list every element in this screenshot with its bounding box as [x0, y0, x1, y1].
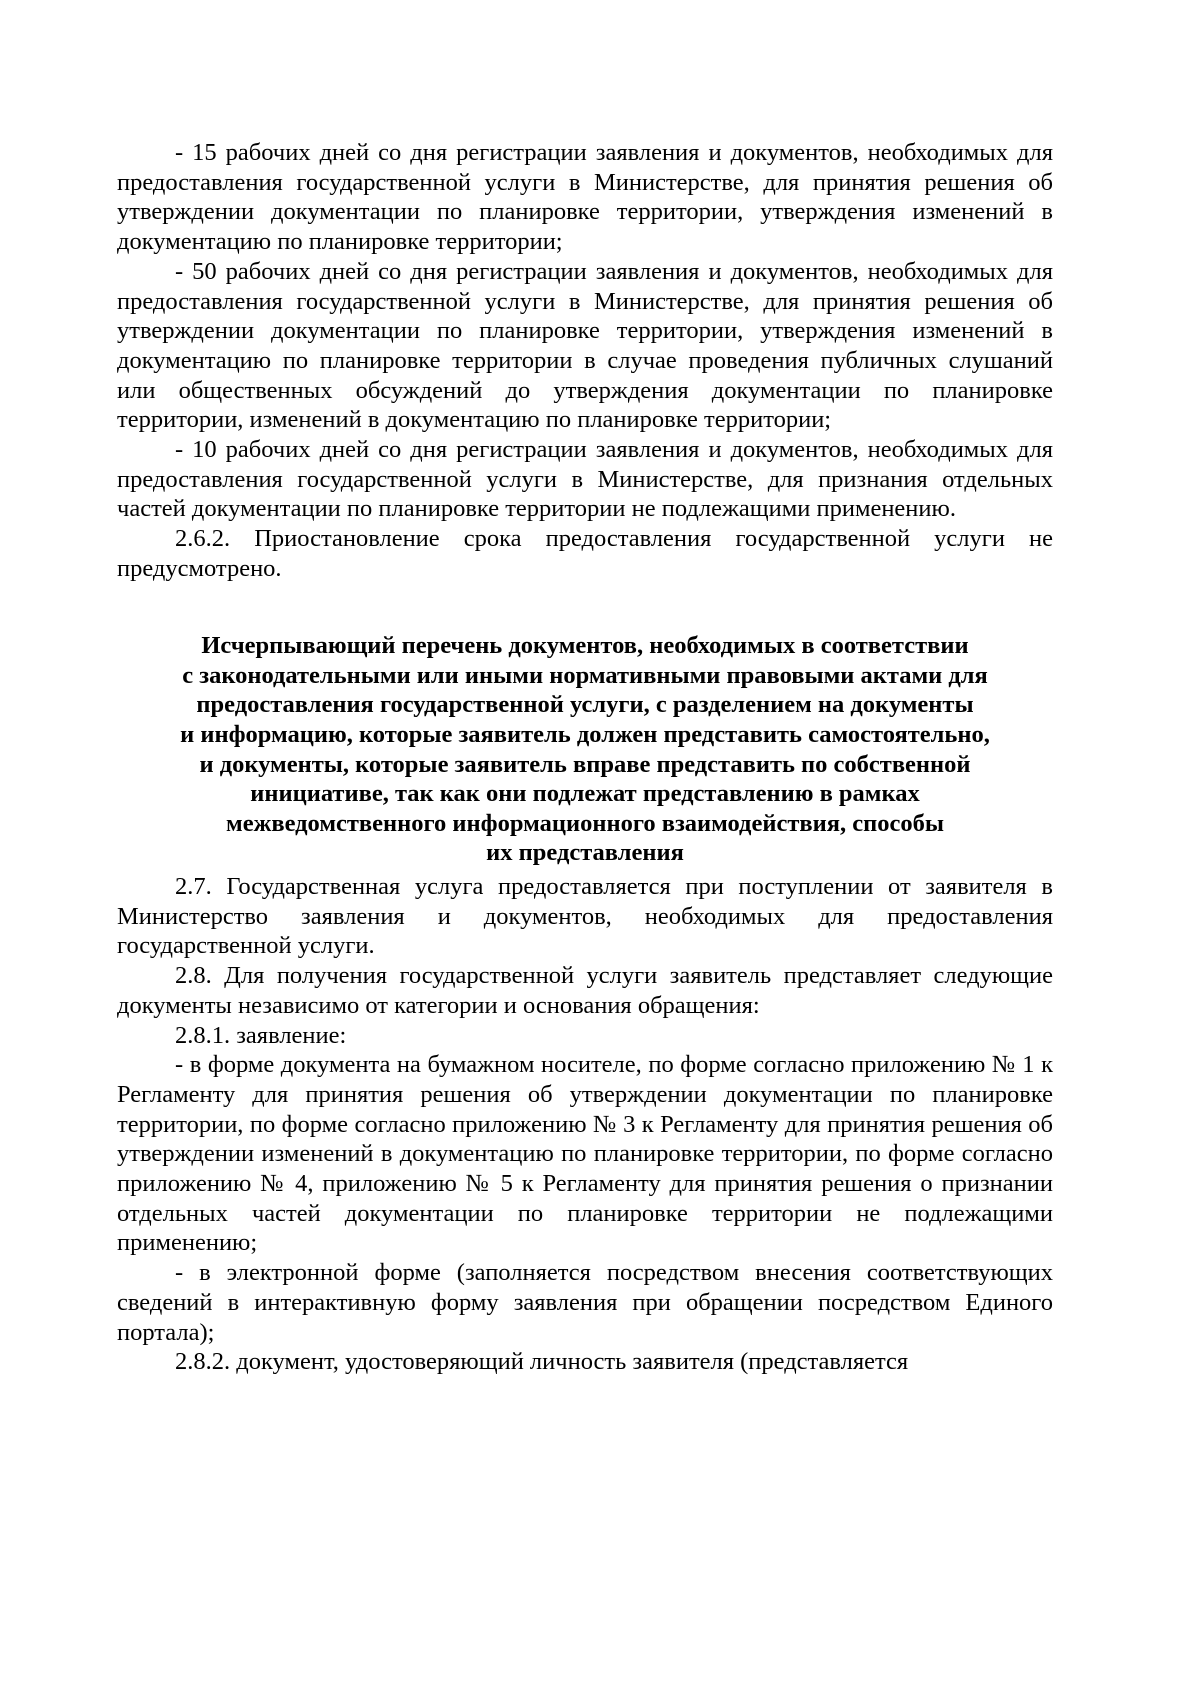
paragraph-2-6-2: 2.6.2. Приостановление срока предоставления государственной услуги не предусмотрено. — [117, 525, 1053, 582]
document-page — [117, 138, 1053, 1377]
heading-line: их представления — [486, 839, 684, 867]
paragraph-term-10-days: - 10 рабочих дней со дня регистрации заявления и документов, необходимых для предоставления государственной услуги в Министерстве, для признания отдельных частей документации по планировке территории не подлежащими применению. — [117, 436, 1053, 523]
heading-line: и информацию, которые заявитель должен представить самостоятельно, — [180, 721, 990, 749]
heading-line: Исчерпывающий перечень документов, необходимых в соответствии — [201, 632, 969, 660]
paragraph-2-8-2: 2.8.2. документ, удостоверяющий личность заявителя (представляется — [175, 1348, 909, 1376]
paragraph-term-15-days: - 15 рабочих дней со дня регистрации заявления и документов, необходимых для предоставления государственной услуги в Министерстве, для принятия решения об утверждении документации по планировке территории, утверждения изменений в документацию по планировке территории; — [117, 139, 1053, 256]
paragraph-2-8: 2.8. Для получения государственной услуги заявитель представляет следующие документы независимо от категории и основания обращения: — [117, 962, 1053, 1019]
section-gap — [117, 584, 1053, 614]
heading-line: межведомственного информационного взаимодействия, способы — [226, 809, 944, 837]
heading-line: с законодательными или иными нормативными правовыми актами для — [182, 661, 988, 689]
paragraph-2-7: 2.7. Государственная услуга предоставляется при поступлении от заявителя в Министерство заявления и документов, необходимых для предоставления государственной услуги. — [117, 872, 1053, 960]
paragraph-term-50-days: - 50 рабочих дней со дня регистрации заявления и документов, необходимых для предоставления государственной услуги в Министерстве, для принятия решения об утверждении документации по планировке территории, утверждения изменений в документацию по планировке территории в случае проведения публичных слушаний или общественных обсуждений до утверждения документации по планировке территории, изменений в документацию по планировке территории; — [117, 257, 1053, 434]
heading-line: и документы, которые заявитель вправе представить по собственной — [199, 750, 971, 778]
paragraph-electronic-form: - в электронной форме (заполняется посредством внесения соответствующих сведений в интерактивную форму заявления при обращении посредством Единого портала); — [117, 1259, 1053, 1346]
paragraph-2-8-1: 2.8.1. заявление: — [175, 1021, 347, 1049]
section-heading — [117, 631, 1053, 868]
heading-line: предоставления государственной услуги, с разделением на документы — [196, 691, 974, 719]
paragraph-paper-form: - в форме документа на бумажном носителе, по форме согласно приложению № 1 к Регламенту для принятия решения об утверждении документации по планировке территории, по форме согласно приложению № 3 к Регламенту для принятия решения об утверждении изменений в документацию по планировке территории, по форме согласно приложению № 4, приложению № 5 к Регламенту для принятия решения о признании отдельных частей документации по планировке территории не подлежащими применению; — [117, 1051, 1053, 1257]
heading-line: инициативе, так как они подлежат представлению в рамках — [250, 780, 920, 808]
